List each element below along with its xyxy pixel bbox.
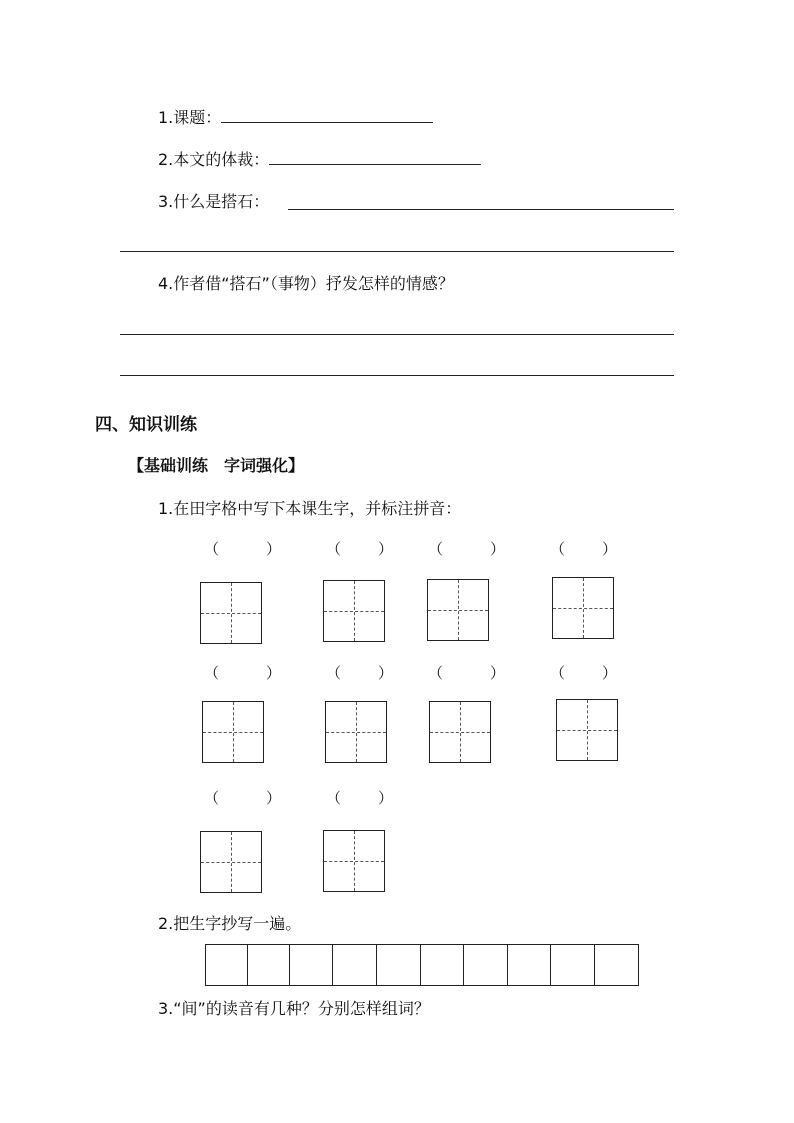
question-2-text: 2.本文的体裁：	[158, 150, 270, 169]
tian-grid-box[interactable]	[427, 579, 489, 641]
paren-close: ）	[490, 540, 506, 558]
paren-close: ）	[378, 540, 394, 558]
item-2-instruction: 2.把生字抄写一遍。	[158, 914, 302, 933]
tian-grid-box[interactable]	[200, 831, 262, 893]
copy-cell[interactable]	[551, 945, 595, 985]
tian-grid-box[interactable]	[552, 577, 614, 639]
question-2	[158, 150, 481, 170]
paren-close: ）	[490, 664, 506, 682]
answer-blank-2[interactable]	[269, 150, 481, 165]
paren-open: （	[326, 664, 342, 682]
question-3-text: 3.什么是搭石：	[158, 192, 270, 211]
paren-close: ）	[378, 664, 394, 682]
tian-grid-box[interactable]	[429, 701, 491, 763]
paren-close: ）	[266, 540, 282, 558]
section-subtitle: 【基础训练 字词强化】	[128, 456, 305, 475]
question-4	[158, 274, 454, 294]
paren-open: （	[428, 540, 444, 558]
paren-open: （	[204, 789, 220, 807]
paren-open: （	[204, 540, 220, 558]
paren-close: ）	[602, 664, 618, 682]
paren-open: （	[550, 664, 566, 682]
copy-cell[interactable]	[248, 945, 290, 985]
answer-blank-1[interactable]	[221, 108, 433, 123]
paren-open: （	[428, 664, 444, 682]
answer-line-4b[interactable]	[120, 375, 674, 376]
paren-close: ）	[378, 789, 394, 807]
copy-cell[interactable]	[421, 945, 464, 985]
question-1-text: 1.课题：	[158, 108, 222, 127]
answer-line-4a[interactable]	[120, 334, 674, 335]
answer-line-3a[interactable]	[288, 209, 674, 210]
question-3	[158, 192, 269, 212]
copy-cell[interactable]	[464, 945, 508, 985]
answer-line-3b[interactable]	[120, 251, 674, 252]
item-3-question: 3.“间”的读音有几种？分别怎样组词？	[158, 999, 430, 1018]
tian-grid-box[interactable]	[556, 699, 618, 761]
copy-grid	[205, 944, 639, 986]
paren-open: （	[326, 789, 342, 807]
tian-grid-box[interactable]	[323, 830, 385, 892]
tian-grid-box[interactable]	[325, 701, 387, 763]
copy-cell[interactable]	[595, 945, 638, 985]
paren-open: （	[550, 540, 566, 558]
tian-grid-box[interactable]	[202, 701, 264, 763]
copy-cell[interactable]	[508, 945, 551, 985]
paren-close: ）	[266, 664, 282, 682]
tian-grid-box[interactable]	[200, 582, 262, 644]
copy-cell[interactable]	[377, 945, 421, 985]
paren-close: ）	[602, 540, 618, 558]
question-4-text: 4.作者借“搭石”（事物）抒发怎样的情感？	[158, 274, 454, 293]
tian-grid-box[interactable]	[323, 580, 385, 642]
section-title: 四、知识训练	[95, 415, 197, 435]
paren-open: （	[204, 664, 220, 682]
copy-cell[interactable]	[333, 945, 377, 985]
item-1-instruction: 1.在田字格中写下本课生字，并标注拼音：	[158, 499, 462, 518]
copy-cell[interactable]	[290, 945, 333, 985]
question-1	[158, 108, 433, 128]
paren-open: （	[326, 540, 342, 558]
paren-close: ）	[266, 789, 282, 807]
copy-cell[interactable]	[206, 945, 248, 985]
